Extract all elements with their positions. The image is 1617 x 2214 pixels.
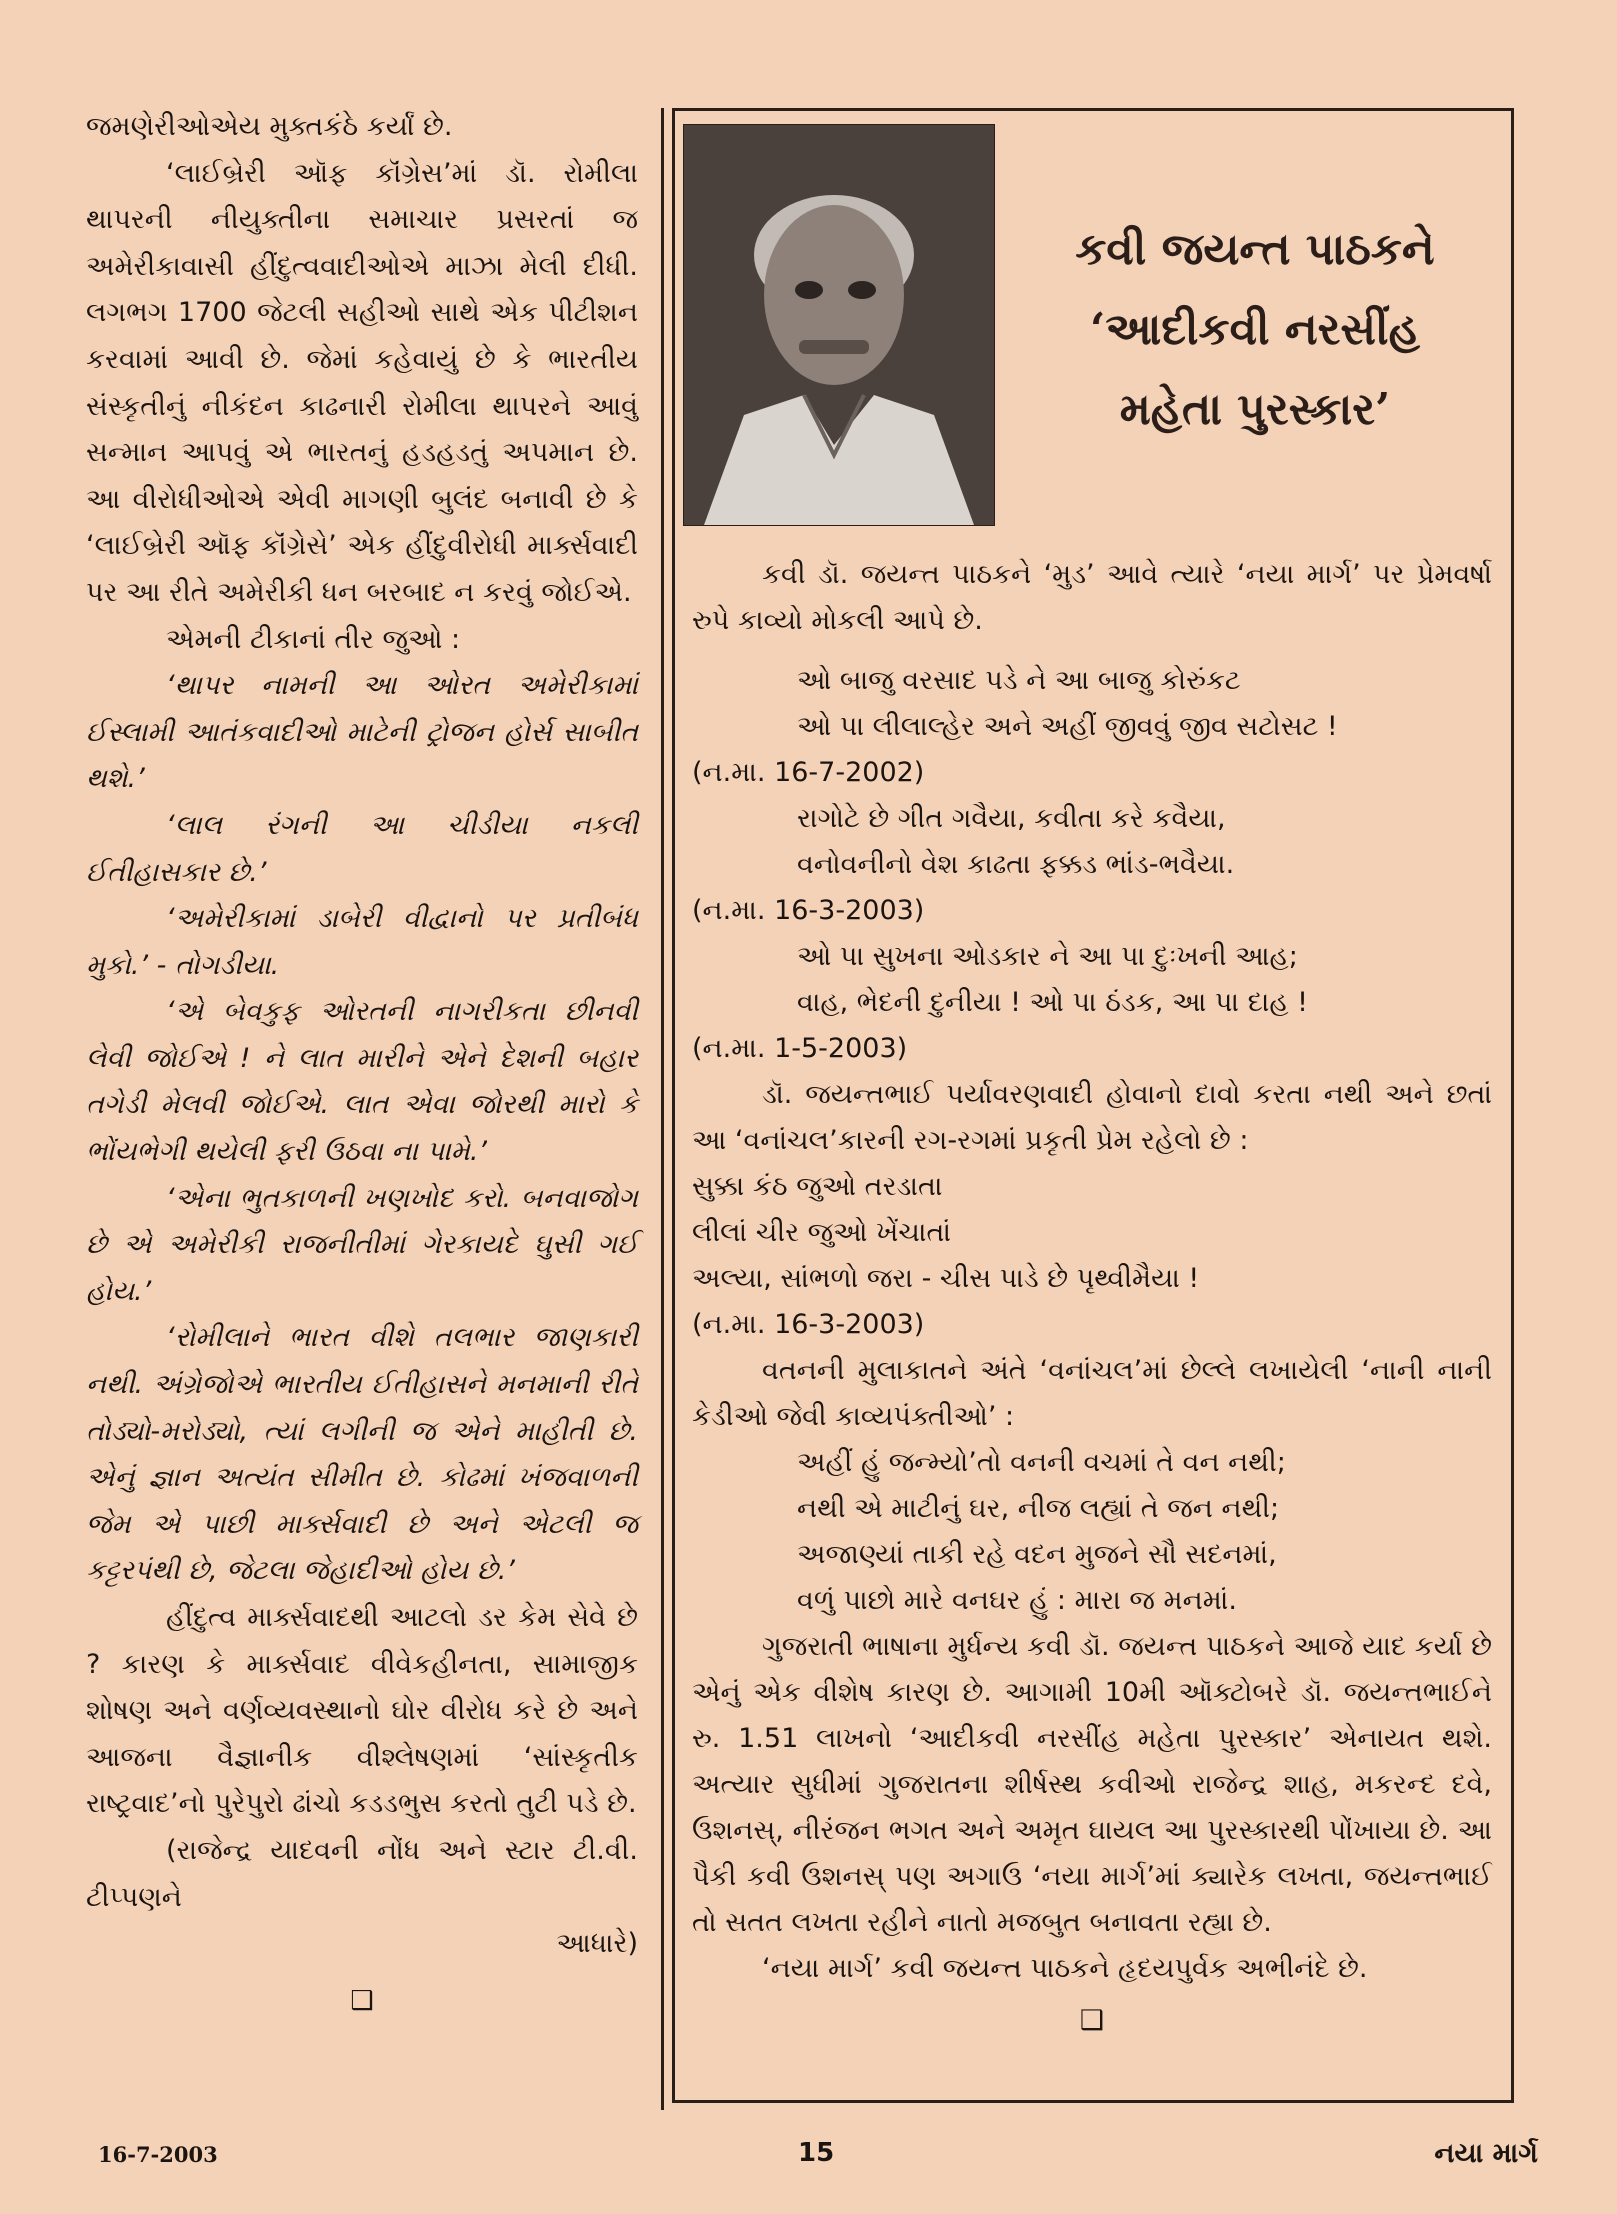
- poem1-line-2: ઓ પા લીલાલ્હેર અને અહીં જીવવું જીવ સટોસટ !: [797, 711, 1338, 742]
- poem2-line-1: રાગોટે છે ગીત ગવૈયા, કવીતા કરે કવૈયા,: [797, 803, 1226, 834]
- left-quote-3: ‘અમેરીકામાં ડાબેરી વીદ્વાનો પર પ્રતીબંધ મુકો.’ - તોગડીયા.: [86, 903, 638, 981]
- left-source-note-end: આધારે): [556, 1928, 638, 1960]
- poem1-line-1: ઓ બાજુ વરસાદ પડે ને આ બાજુ કોરુંકટ: [797, 665, 1241, 696]
- left-source-note: (રાજેન્દ્ર યાદવની નોંધ અને સ્ટાર ટી.વી. ટીપ્પણને: [86, 1834, 638, 1913]
- left-quote-6: ‘રોમીલાને ભારત વીશે તલભાર જાણકારી નથી. અંગ્રેજોએ ભારતીય ઈતીહાસને મનમાની રીતે તોડ્યો-મરોડ્યો, ત્યાં લગીની જ એને માહીતી છે. એનું જ્ઞાન અત્યંત સીમીત છે. કોઢમાં ખંજવાળની જેમ એ પાછી માર્ક્સવાદી છે અને એટલી જ કટ્ટરપંથી છે, જેટલા જેહાદીઓ હોય છે.’: [86, 1322, 638, 1587]
- article-intro: કવી ડૉ. જયન્ત પાઠકને ‘મુડ’ આવે ત્યારે ‘નયા માર્ગ’ પર પ્રેમવર્ષા રુપે કાવ્યો મોકલી આપે છે.: [692, 559, 1492, 636]
- left-quote-4: ‘એ બેવકુફ ઓરતની નાગરીકતા છીનવી લેવી જોઈએ ! ને લાત મારીને એને દેશની બહાર તગેડી મેલવી જોઈએ. લાત એવા જોરથી મારો કે ભોંયભેગી થયેલી ફરી ઉઠવા ના પામે.’: [86, 996, 638, 1168]
- poem4-line-3: અલ્યા, સાંભળો જરા - ચીસ પાડે છે પૃથ્વીમૈયા !: [692, 1263, 1200, 1294]
- left-quote-1: ‘થાપર નામની આ ઓરત અમેરીકામાં ઈસ્લામી આતંકવાદીઓ માટેની ટ્રોજન હોર્સ સાબીત થશે.’: [86, 670, 638, 795]
- publication-name: નયા માર્ગ: [1434, 2138, 1538, 2169]
- left-para-0: જમણેરીઓએય મુક્તકંઠે કર્યાં છે.: [86, 111, 453, 142]
- poem4-line-2: લીલાં ચીર જુઓ ખેંચાતાં: [692, 1217, 952, 1248]
- article-para-5: ‘નયા માર્ગ’ કવી જયન્ત પાઠકને હૃદયપુર્વક અભીનંદે છે.: [762, 1953, 1368, 1984]
- poem3-line-2: વાહ, ભેદની દુનીયા ! ઓ પા ઠંડક, આ પા દાહ !: [797, 987, 1308, 1018]
- footer-date: 16-7-2003: [98, 2142, 218, 2167]
- page-footer: [98, 2136, 1538, 2176]
- poet-photo: [683, 124, 995, 526]
- left-para-2: એમની ટીકાનાં તીર જુઓ :: [166, 623, 461, 655]
- article-end-mark-icon: ❑: [1079, 2005, 1105, 2036]
- citation-4: (ન.મા. 16-3-2003): [692, 1309, 925, 1340]
- article-para-3: વતનની મુલાકાતને અંતે ‘વનાંચલ’માં છેલ્લે લખાયેલી ‘નાની નાની કેડીઓ જેવી કાવ્યપંક્તીઓ’ :: [692, 1355, 1492, 1432]
- left-quote-2: ‘લાલ રંગની આ ચીડીયા નકલી ઈતીહાસકાર છે.’: [86, 809, 638, 888]
- poem5-line-4: વળું પાછો મારે વનઘર હું : મારા જ મનમાં.: [797, 1585, 1237, 1616]
- article-para-4: ગુજરાતી ભાષાના મુર્ધન્ય કવી ડૉ. જયન્ત પાઠકને આજે યાદ કર્યા છે એનું એક વીશેષ કારણ છે. આગામી 10મી ઑક્ટોબરે ડૉ. જયન્તભાઈને રુ. 1.51 લાખનો ‘આદીકવી નરસીંહ મહેતા પુરસ્કાર’ એનાયત થશે. અત્યાર સુધીમાં ગુજરાતના શીર્ષસ્થ કવીઓ રાજેન્દ્ર શાહ, મકરન્દ દવે, ઉશનસ્, નીરંજન ભગત અને અમૃત ઘાયલ આ પુરસ્કારથી પોંખાયા છે. આ પૈકી કવી ઉશનસ્ પણ અગાઉ ‘નયા માર્ગ’માં ક્યારેક લખતા, જયન્તભાઈ તો સતત લખતા રહીને નાતો મજબુત બનાવતા રહ્યા છે.: [692, 1631, 1492, 1938]
- poem3-line-1: ઓ પા સુખના ઓડકાર ને આ પા દુઃખની આહ;: [797, 941, 1298, 972]
- portrait-image: [684, 125, 994, 525]
- left-quote-5: ‘એના ભુતકાળની ખણખોદ કરો. બનવાજોગ છે એ અમેરીકી રાજનીતીમાં ગેરકાયદે ઘુસી ગઈ હોય.’: [86, 1182, 638, 1307]
- poem5-line-3: અજાણ્યાં તાકી રહે વદન મુજને સૌ સદનમાં,: [797, 1539, 1277, 1570]
- left-para-conclusion: હીંદુત્વ માર્ક્સવાદથી આટલો ડર કેમ સેવે છે ? કારણ કે માર્ક્સવાદ વીવેકહીનતા, સામાજીક શોષણ અને વર્ણવ્યવસ્થાનો ઘોર વીરોધ કરે છે અને આજના વૈજ્ઞાનીક વીશ્લેષણમાં ‘સાંસ્કૃતીક રાષ્ટ્રવાદ’નો પુરેપુરો ઢાંચો કડડભુસ કરતો તુટી પડે છે.: [86, 1602, 638, 1820]
- citation-3: (ન.મા. 1-5-2003): [692, 1033, 908, 1064]
- poem4-line-1: સુક્કા કંઠ જુઓ તરડાતા: [692, 1171, 943, 1202]
- end-mark-icon: ❑: [350, 1985, 374, 2016]
- article-body: [692, 552, 1492, 2044]
- poem5-line-1: અહીં હું જન્મ્યો’તો વનની વચમાં તે વન નથી;: [797, 1447, 1286, 1478]
- left-para-1: ‘લાઈબ્રેરી ઑફ કૉંગ્રેસ’માં ડૉ. રોમીલા થાપરની નીયુક્તીના સમાચાર પ્રસરતાં જ અમેરીકાવાસી હીંદુત્વવાદીઓએ માઝા મેલી દીધી. લગભગ 1700 જેટલી સહીઓ સાથે એક પીટીશન કરવામાં આવી છે. જેમાં કહેવાયું છે કે ભારતીય સંસ્કૃતીનું નીકંદન કાઢનારી રોમીલા થાપરને આવું સન્માન આપવું એ ભારતનું હડહડતું અપમાન છે. આ વીરોધીઓએ એવી માગણી બુલંદ બનાવી છે કે ‘લાઈબ્રેરી ઑફ કૉંગ્રેસે’ એક હીંદુવીરોધી માર્ક્સવાદી પર આ રીતે અમેરીકી ધન બરબાદ ન કરવું જોઈએ.: [86, 157, 638, 608]
- article-headline: [1000, 210, 1510, 450]
- column-divider: [661, 108, 664, 2110]
- article-para-2: ડૉ. જયન્તભાઈ પર્યાવરણવાદી હોવાનો દાવો કરતા નથી અને છતાં આ ‘વનાંચલ’કારની રગ-રગમાં પ્રકૃતી પ્રેમ રહેલો છે :: [692, 1079, 1492, 1156]
- citation-1: (ન.મા. 16-7-2002): [692, 757, 925, 788]
- citation-2: (ન.મા. 16-3-2003): [692, 895, 925, 926]
- headline-line-2: ‘આદીકવી નરસીંહ: [1090, 304, 1420, 355]
- page-number: 15: [798, 2138, 835, 2168]
- headline-line-1: કવી જયન્ત પાઠકને: [1075, 224, 1435, 275]
- poem5-line-2: નથી એ માટીનું ઘર, નીજ લહ્યાં તે જન નથી;: [797, 1493, 1280, 1524]
- poem2-line-2: વનોવનીનો વેશ કાઢતા ફક્કડ ભાંડ-ભવૈયા.: [797, 849, 1235, 880]
- left-column: [86, 104, 638, 2024]
- headline-line-3: મહેતા પુરસ્કાર’: [1119, 384, 1391, 435]
